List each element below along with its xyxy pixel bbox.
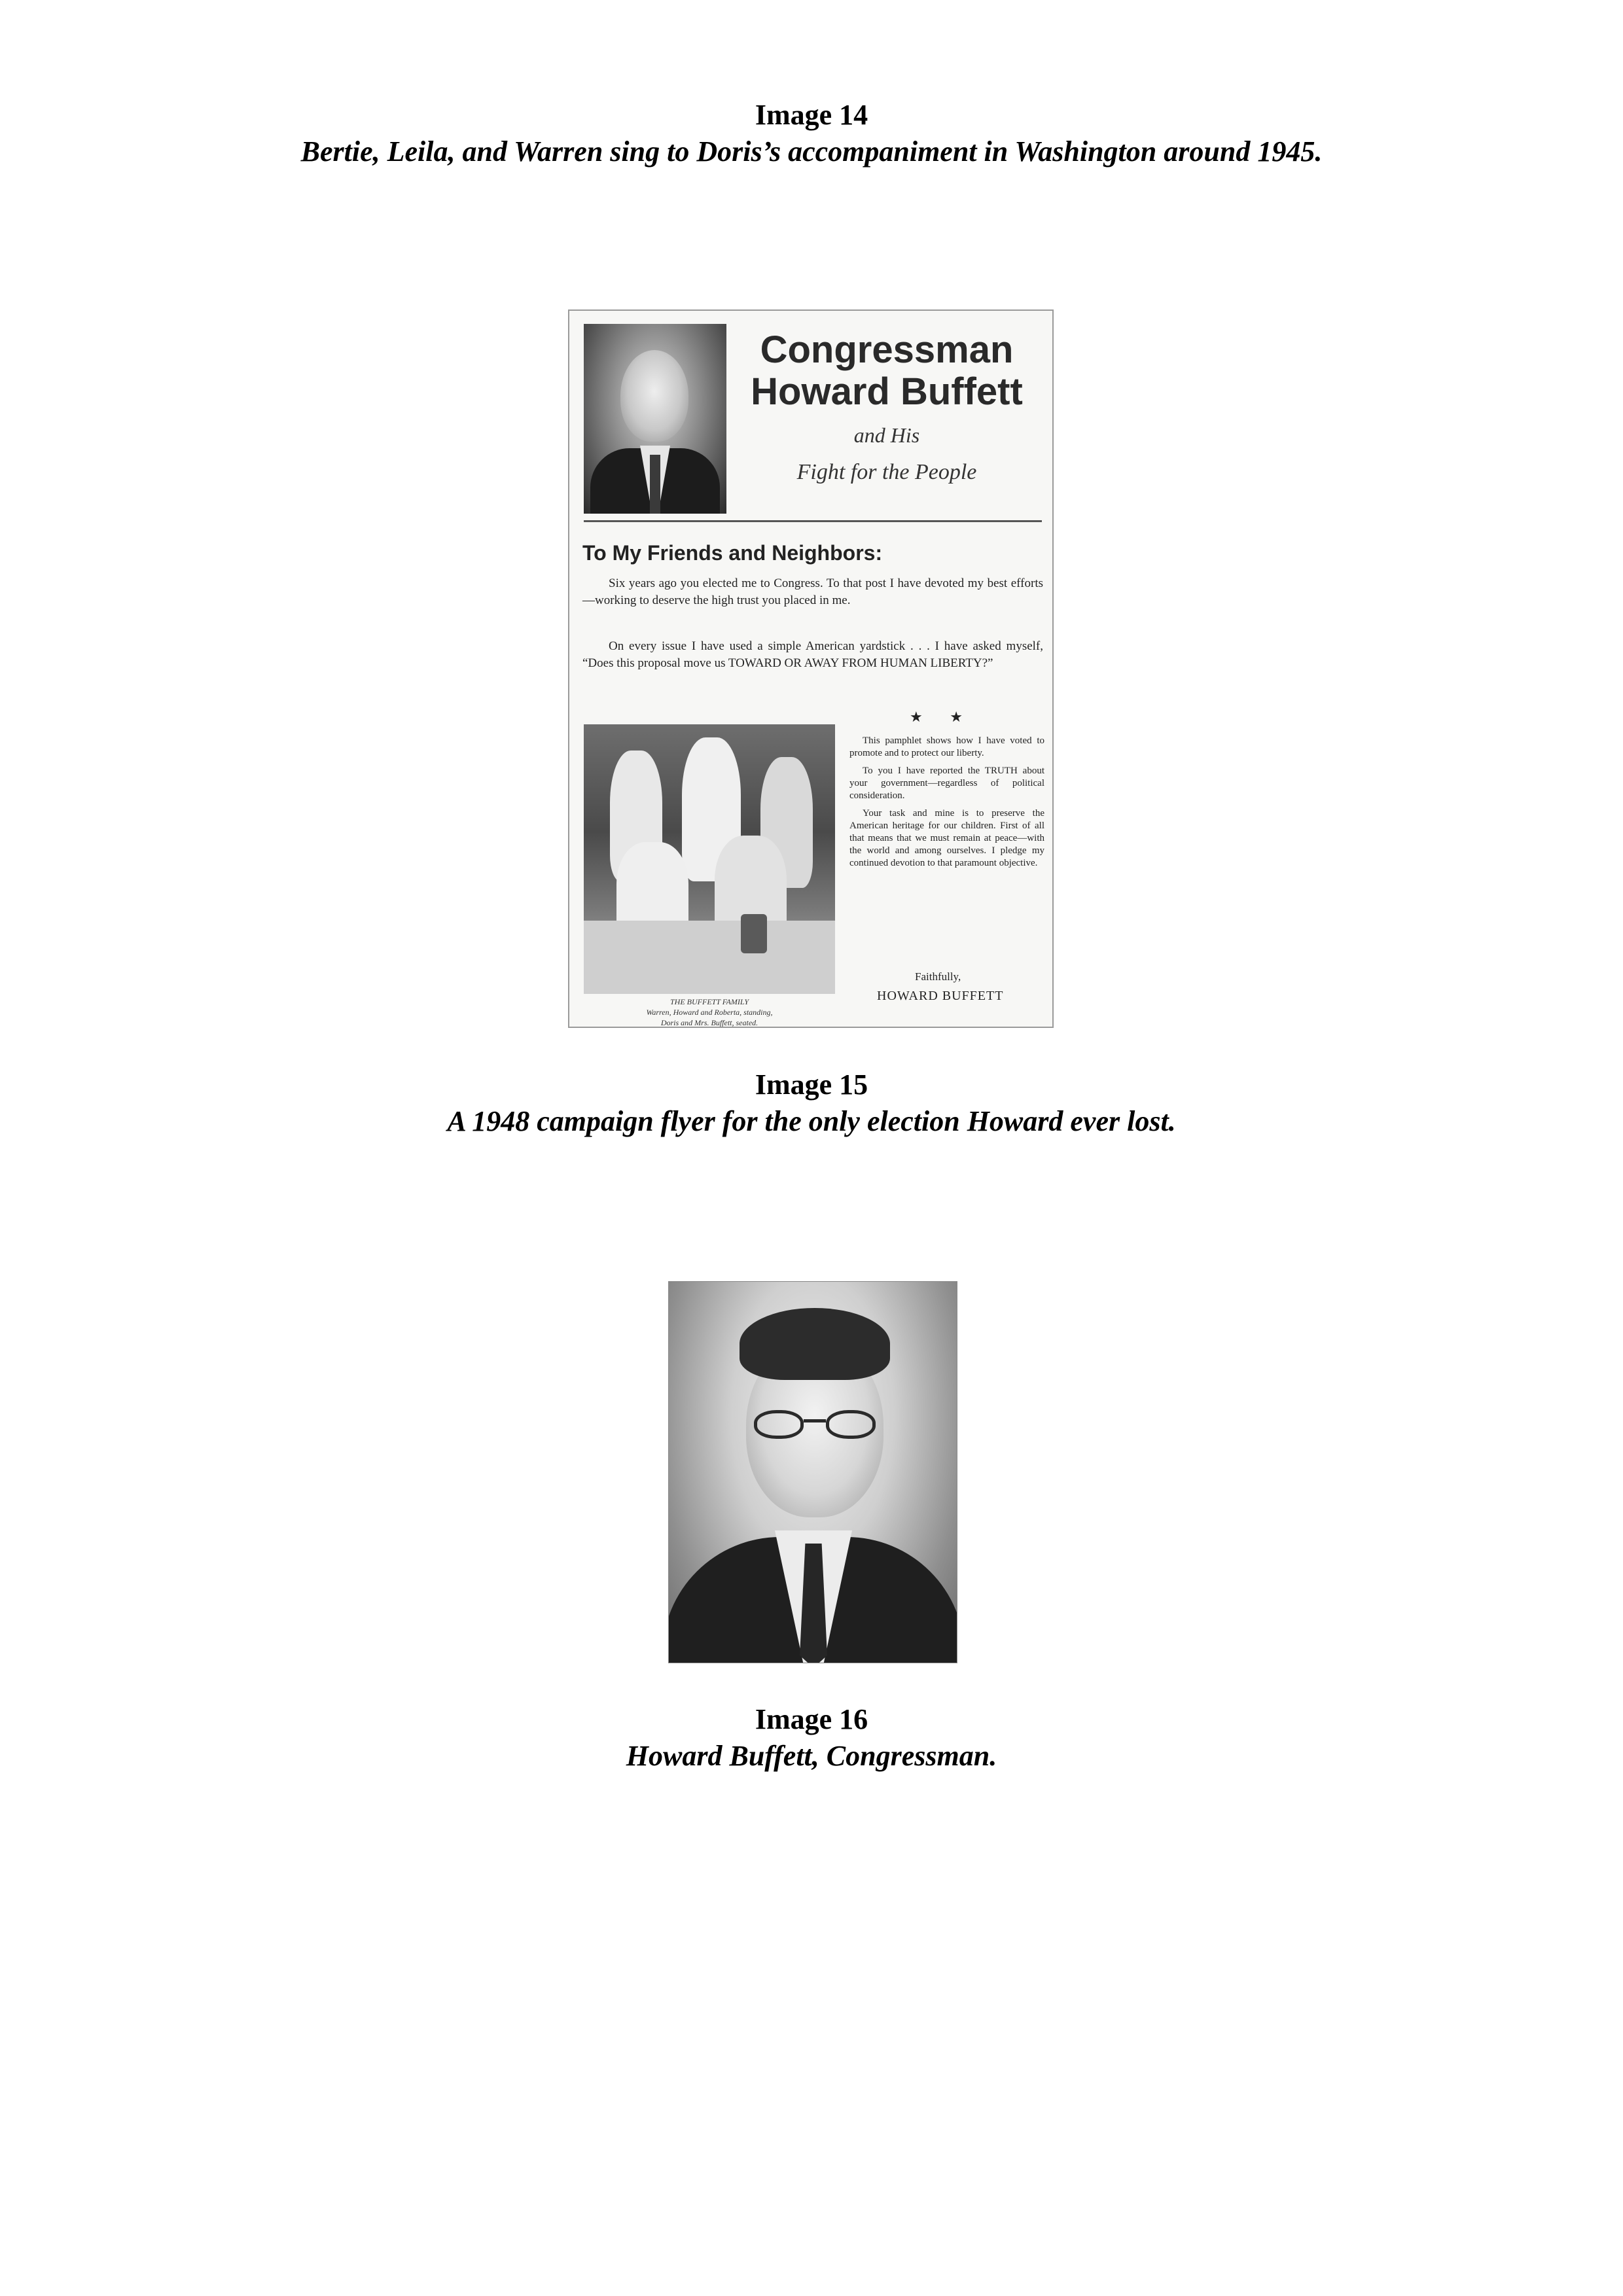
flyer-column (849, 735, 1044, 875)
signature: HOWARD BUFFETT (877, 989, 1004, 1003)
closing: Faithfully, (915, 970, 961, 983)
caption-image-15 (0, 1067, 1623, 1140)
flyer-paragraph: Six years ago you elected me to Congress. To that post I have devoted my best efforts—working to deserve the high trust you placed in me. (582, 576, 1043, 607)
caption-number: Image 15 (755, 1069, 868, 1101)
column-paragraph: Your task and mine is to preserve the American heritage for our children. First of all that means that we must remain at peace—with the world and among ourselves. I pledge my continued devotion to that paramount objective. (849, 808, 1044, 868)
caption-number: Image 16 (755, 1703, 868, 1735)
howard-buffett-portrait (668, 1281, 957, 1663)
family-photo (584, 724, 835, 994)
family-photo-caption (584, 997, 835, 1028)
caption-text: Howard Buffett, Congressman. (626, 1740, 997, 1772)
divider (584, 520, 1042, 522)
flyer-title: Congressman Howard Buffett (751, 328, 1023, 413)
family-caption-line: THE BUFFETT FAMILY (670, 997, 749, 1006)
caption-image-16 (0, 1701, 1623, 1775)
flyer-greeting: To My Friends and Neighbors: (582, 541, 883, 565)
flyer-paragraph: On every issue I have used a simple American yardstick . . . I have asked myself, “Does this proposal move us TOWARD OR AWAY FROM HUMAN LIBERTY?” (582, 639, 1043, 670)
stars-ornament: ★ ★ (910, 709, 974, 725)
caption-image-14 (0, 97, 1623, 170)
caption-text: Bertie, Leila, and Warren sing to Doris’s accompaniment in Washington around 1945. (300, 135, 1323, 168)
family-caption-line: Warren, Howard and Roberta, standing, (646, 1008, 773, 1017)
family-caption-line: Doris and Mrs. Buffett, seated. (660, 1018, 758, 1027)
column-paragraph: To you I have reported the TRUTH about your government—regardless of political consideration. (849, 766, 1044, 801)
column-paragraph: This pamphlet shows how I have voted to promote and to protect our liberty. (849, 735, 1044, 758)
caption-text: A 1948 campaign flyer for the only election Howard ever lost. (447, 1105, 1176, 1137)
flyer-subtitle-2: Fight for the People (796, 460, 977, 484)
campaign-flyer-image (568, 309, 1054, 1028)
congressman-photo (584, 324, 726, 514)
flyer-subtitle: and His (853, 423, 920, 447)
caption-number: Image 14 (755, 99, 868, 131)
